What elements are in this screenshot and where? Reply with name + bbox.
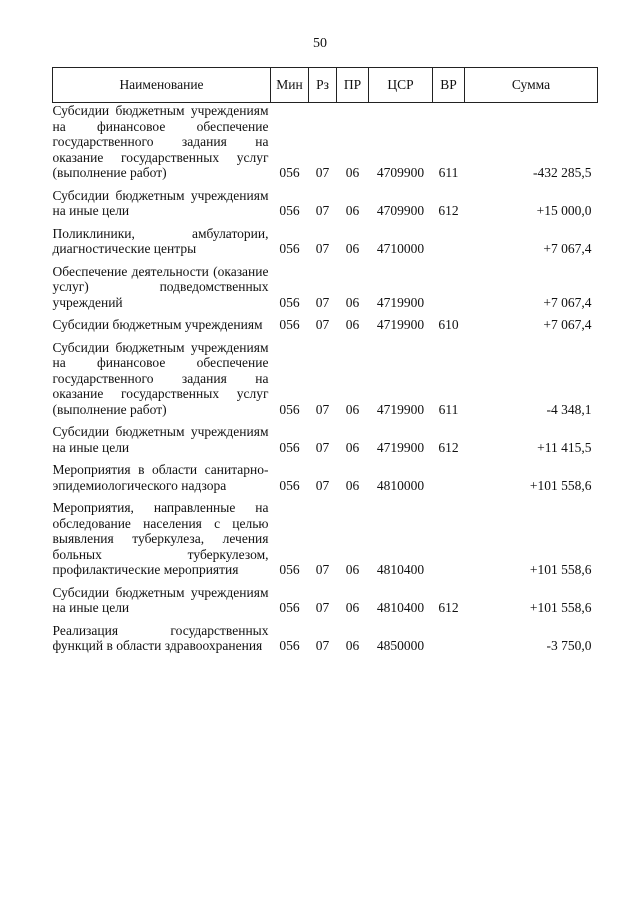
- cell-vr: [433, 493, 465, 578]
- table-row: [53, 455, 598, 493]
- cell-min: 056: [279, 317, 300, 332]
- cell-min: 056: [279, 638, 300, 653]
- cell-csr: 4719900: [376, 317, 425, 332]
- table-row: [53, 417, 598, 455]
- cell-vr: 611: [438, 401, 459, 417]
- cell-vr: 612: [438, 203, 459, 218]
- cell-sum: +7 067,4: [543, 294, 592, 310]
- cell-name: Субсидии бюджетным учреждениям на иные цели: [52, 424, 269, 455]
- cell-csr: 4719900: [376, 294, 425, 310]
- cell-name: Субсидии бюджетным учреждениям на финансовое обеспечение государственного задания на оказание государственных услуг (выполнение работ): [52, 339, 269, 417]
- cell-pr: 06: [345, 439, 360, 455]
- cell-name: Реализация государственных функций в области здравоохранения: [52, 622, 269, 653]
- cell-pr: 06: [345, 401, 360, 417]
- table-row: [53, 257, 598, 311]
- cell-rz: 07: [315, 600, 330, 615]
- header-pr: ПР: [337, 68, 369, 103]
- cell-sum: +101 558,6: [529, 600, 592, 615]
- cell-min: 056: [279, 600, 300, 615]
- cell-pr: 06: [345, 477, 360, 493]
- cell-csr: 4850000: [376, 638, 425, 653]
- cell-csr: 4719900: [376, 439, 425, 455]
- cell-name: Мероприятия, направленные на обследование населения с целью выявления туберкулеза, лечения больных туберкулезом, профилактические мероприятия: [52, 500, 269, 577]
- cell-csr: 4810000: [376, 477, 425, 493]
- cell-pr: 06: [345, 203, 360, 218]
- cell-name: Субсидии бюджетным учреждениям на иные цели: [52, 187, 269, 218]
- cell-vr: 610: [438, 317, 459, 332]
- cell-vr: 612: [438, 439, 459, 455]
- table-body: [53, 103, 598, 654]
- cell-min: 056: [279, 477, 300, 493]
- cell-csr: 4810400: [376, 600, 425, 615]
- cell-pr: 06: [345, 317, 360, 332]
- cell-pr: 06: [345, 638, 360, 653]
- header-sum: Сумма: [465, 68, 598, 103]
- cell-name: Обеспечение деятельности (оказание услуг) подведомственных учреждений: [52, 263, 269, 310]
- cell-pr: 06: [345, 600, 360, 615]
- cell-csr: 4709900: [376, 203, 425, 218]
- cell-csr: 4709900: [376, 165, 425, 180]
- page-number: 50: [313, 36, 327, 51]
- cell-vr: [433, 219, 465, 257]
- table-row: [53, 103, 598, 181]
- budget-table: [52, 67, 598, 654]
- cell-min: 056: [279, 241, 300, 256]
- cell-min: 056: [279, 165, 300, 180]
- cell-name: Субсидии бюджетным учреждениям на иные цели: [52, 584, 269, 615]
- cell-csr: 4810400: [376, 562, 425, 577]
- header-csr: ЦСР: [369, 68, 433, 103]
- cell-name: Поликлиники, амбулатории, диагностические центры: [52, 225, 269, 256]
- cell-sum: +11 415,5: [537, 439, 592, 455]
- table-row: [53, 310, 598, 333]
- header-vr: ВР: [433, 68, 465, 103]
- cell-rz: 07: [315, 241, 330, 256]
- cell-csr: 4710000: [376, 241, 425, 256]
- cell-vr: 611: [438, 165, 459, 180]
- cell-rz: 07: [315, 562, 330, 577]
- cell-sum: +101 558,6: [529, 477, 592, 493]
- cell-name: Субсидии бюджетным учреждениям: [52, 317, 263, 332]
- cell-min: 056: [279, 562, 300, 577]
- cell-sum: +101 558,6: [529, 562, 592, 577]
- cell-min: 056: [279, 294, 300, 310]
- cell-vr: [433, 616, 465, 654]
- cell-vr: 612: [438, 600, 459, 615]
- table-row: [53, 333, 598, 418]
- cell-min: 056: [279, 439, 300, 455]
- table-row: [53, 493, 598, 578]
- cell-pr: 06: [345, 294, 360, 310]
- header-name: Наименование: [53, 68, 271, 103]
- cell-name: Мероприятия в области санитарно-эпидемиологического надзора: [52, 462, 269, 493]
- header-min: Мин: [271, 68, 309, 103]
- cell-pr: 06: [345, 165, 360, 180]
- table-row: [53, 181, 598, 219]
- cell-min: 056: [279, 203, 300, 218]
- cell-pr: 06: [345, 241, 360, 256]
- cell-sum: -4 348,1: [546, 401, 592, 417]
- table-row: [53, 616, 598, 654]
- cell-rz: 07: [315, 203, 330, 218]
- cell-csr: 4719900: [376, 401, 425, 417]
- cell-rz: 07: [315, 638, 330, 653]
- cell-rz: 07: [315, 439, 330, 455]
- cell-rz: 07: [315, 165, 330, 180]
- cell-min: 056: [279, 401, 300, 417]
- cell-sum: +7 067,4: [543, 317, 592, 332]
- table-header-row: [53, 68, 598, 103]
- cell-name: Субсидии бюджетным учреждениям на финансовое обеспечение государственного задания на оказание государственных услуг (выполнение работ): [52, 103, 269, 180]
- cell-vr: [433, 257, 465, 311]
- cell-vr: [433, 455, 465, 493]
- table-row: [53, 578, 598, 616]
- cell-rz: 07: [315, 317, 330, 332]
- cell-sum: +7 067,4: [543, 241, 592, 256]
- cell-rz: 07: [315, 477, 330, 493]
- table-row: [53, 219, 598, 257]
- header-rz: Рз: [309, 68, 337, 103]
- cell-sum: -432 285,5: [533, 165, 592, 180]
- cell-pr: 06: [345, 562, 360, 577]
- cell-rz: 07: [315, 401, 330, 417]
- cell-rz: 07: [315, 294, 330, 310]
- cell-sum: +15 000,0: [536, 203, 592, 218]
- cell-sum: -3 750,0: [546, 638, 592, 653]
